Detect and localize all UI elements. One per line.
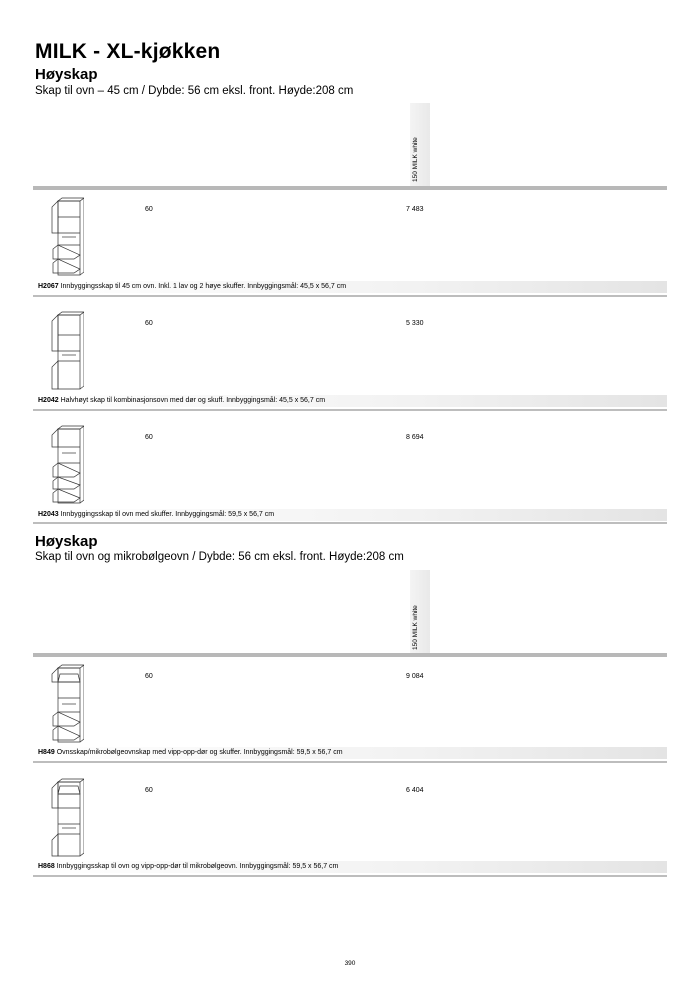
product-description xyxy=(38,749,343,756)
tall-cabinet-oven-door-drawer-icon xyxy=(50,311,84,391)
column-header-label: 150 MILK white xyxy=(412,605,419,650)
price-value: 7 483 xyxy=(406,206,424,213)
header-rule xyxy=(33,186,667,190)
section-subtitle: Skap til ovn og mikrobølgeovn / Dybde: 56 cm eksl. front. Høyde:208 cm xyxy=(35,551,404,563)
width-value: 60 xyxy=(145,673,153,680)
page-number: 390 xyxy=(344,960,356,967)
header-rule xyxy=(33,653,667,657)
product-description xyxy=(38,863,338,870)
width-value: 60 xyxy=(145,206,153,213)
row-divider xyxy=(33,295,667,297)
price-value: 8 694 xyxy=(406,434,424,441)
row-divider xyxy=(33,761,667,763)
page-title: MILK - XL-kjøkken xyxy=(35,40,221,63)
price-value: 6 404 xyxy=(406,787,424,794)
row-divider xyxy=(33,875,667,877)
width-value: 60 xyxy=(145,320,153,327)
tall-cabinet-oven-drawers-icon xyxy=(50,425,84,505)
product-text: Ovnsskap/mikrobølgeovnskap med vipp-opp-dør og skuffer. Innbyggingsmål: 59,5 x 56,7 cm xyxy=(56,749,343,756)
row-divider xyxy=(33,522,667,524)
product-text: Innbyggingsskap til ovn med skuffer. Innbyggingsmål: 59,5 x 56,7 cm xyxy=(60,511,275,518)
tall-cabinet-flap-oven-icon xyxy=(50,778,84,858)
product-text: Innbyggingsskap til 45 cm ovn. Inkl. 1 lav og 2 høye skuffer. Innbyggingsmål: 45,5 x 56,7 cm xyxy=(60,283,347,290)
product-description xyxy=(38,283,346,290)
width-value: 60 xyxy=(145,434,153,441)
column-header-label: 150 MILK white xyxy=(412,137,419,182)
product-code: H2043 xyxy=(38,511,59,518)
row-divider xyxy=(33,409,667,411)
product-code: H868 xyxy=(38,863,55,870)
price-value: 5 330 xyxy=(406,320,424,327)
section-subtitle: Skap til ovn – 45 cm / Dybde: 56 cm eksl. front. Høyde:208 cm xyxy=(35,85,354,97)
product-text: Halvhøyt skap til kombinasjonsovn med dør og skuff. Innbyggingsmål: 45,5 x 56,7 cm xyxy=(60,397,326,404)
product-code: H2067 xyxy=(38,283,59,290)
product-description xyxy=(38,511,274,518)
width-value: 60 xyxy=(145,787,153,794)
product-description xyxy=(38,397,325,404)
section-title: Høyskap xyxy=(35,66,98,83)
section-title: Høyskap xyxy=(35,533,98,550)
product-code: H849 xyxy=(38,749,55,756)
product-text: Innbyggingsskap til ovn og vipp-opp-dør til mikrobølgeovn. Innbyggingsmål: 59,5 x 56,7 cm xyxy=(56,863,339,870)
tall-cabinet-flap-drawers-icon xyxy=(50,664,84,744)
product-code: H2042 xyxy=(38,397,59,404)
tall-cabinet-oven-3-drawers-icon xyxy=(50,197,84,277)
price-value: 9 084 xyxy=(406,673,424,680)
